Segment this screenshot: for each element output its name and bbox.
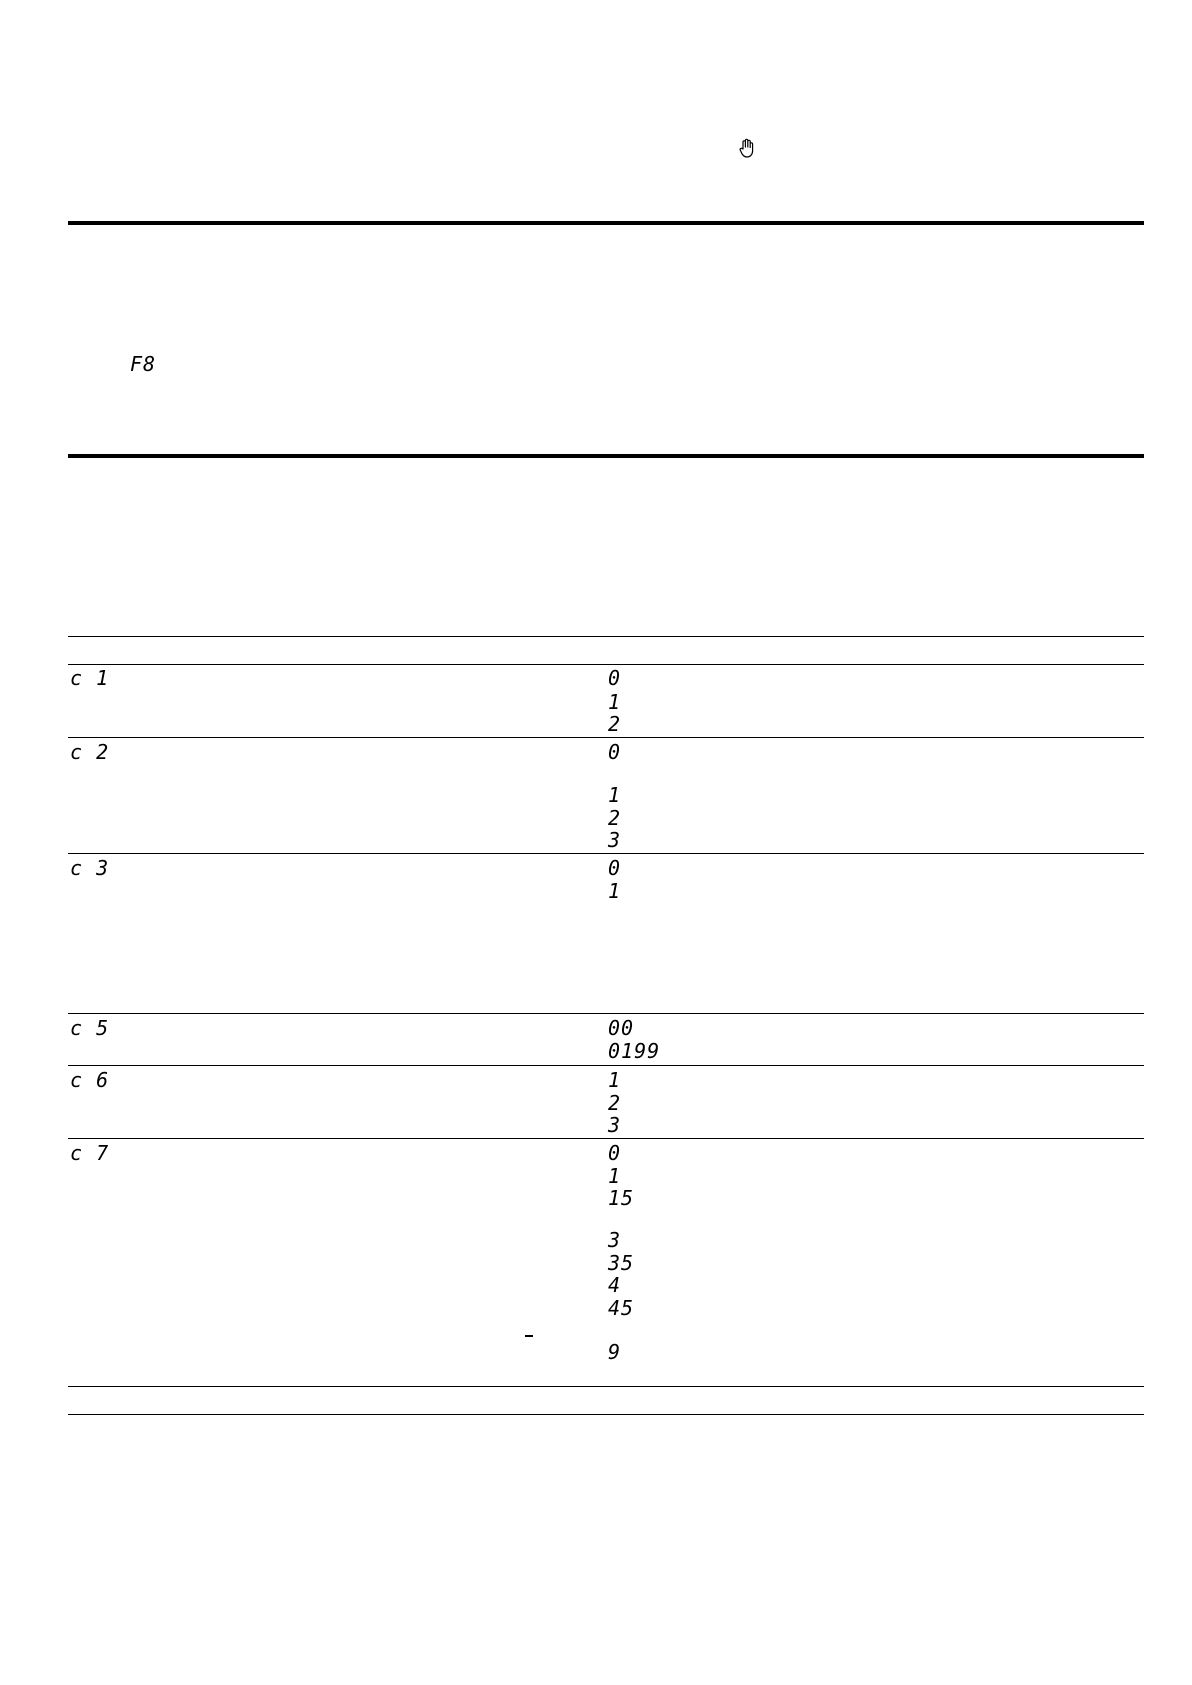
fault-code-f8: F8 — [130, 352, 157, 376]
hand-icon — [738, 138, 756, 158]
setting-value: 1 — [608, 1164, 622, 1188]
setting-value: 0199 — [608, 1039, 661, 1063]
table-row-rule — [68, 1386, 1144, 1387]
setting-value: 15 — [608, 1186, 635, 1210]
setting-value: 35 — [608, 1251, 635, 1275]
setting-value: 45 — [608, 1296, 635, 1320]
table-bottom-rule — [68, 1414, 1144, 1415]
setting-value: 1 — [608, 690, 622, 714]
setting-value: 1 — [608, 783, 622, 807]
setting-value: 4 — [608, 1273, 622, 1297]
setting-value: 3 — [608, 828, 622, 852]
setting-value: 3 — [608, 1228, 622, 1252]
setting-value: 00 — [608, 1016, 635, 1040]
setting-code-c7: c 7 — [70, 1141, 110, 1165]
setting-value: 0 — [608, 666, 622, 690]
table-header-rule — [68, 664, 1144, 665]
table-row-rule — [68, 1013, 1144, 1014]
setting-value: 0 — [608, 856, 622, 880]
setting-value: 1 — [608, 879, 622, 903]
setting-value: 2 — [608, 806, 622, 830]
setting-value: 2 — [608, 1091, 622, 1115]
setting-code-c1: c 1 — [70, 666, 110, 690]
table-row-rule — [68, 1138, 1144, 1139]
setting-value: 9 — [608, 1340, 622, 1364]
table-row-rule — [68, 1065, 1144, 1066]
setting-value: 2 — [608, 712, 622, 736]
section-rule-top — [68, 221, 1144, 225]
section-rule-bottom — [68, 454, 1144, 458]
dash-mark — [525, 1335, 533, 1337]
table-top-rule — [68, 636, 1144, 637]
setting-code-c3: c 3 — [70, 856, 110, 880]
setting-value: 3 — [608, 1113, 622, 1137]
setting-value: 0 — [608, 740, 622, 764]
setting-value: 1 — [608, 1068, 622, 1092]
table-row-rule — [68, 853, 1144, 854]
table-row-rule — [68, 737, 1144, 738]
setting-code-c6: c 6 — [70, 1068, 110, 1092]
setting-code-c2: c 2 — [70, 740, 110, 764]
setting-value: 0 — [608, 1141, 622, 1165]
setting-code-c5: c 5 — [70, 1016, 110, 1040]
